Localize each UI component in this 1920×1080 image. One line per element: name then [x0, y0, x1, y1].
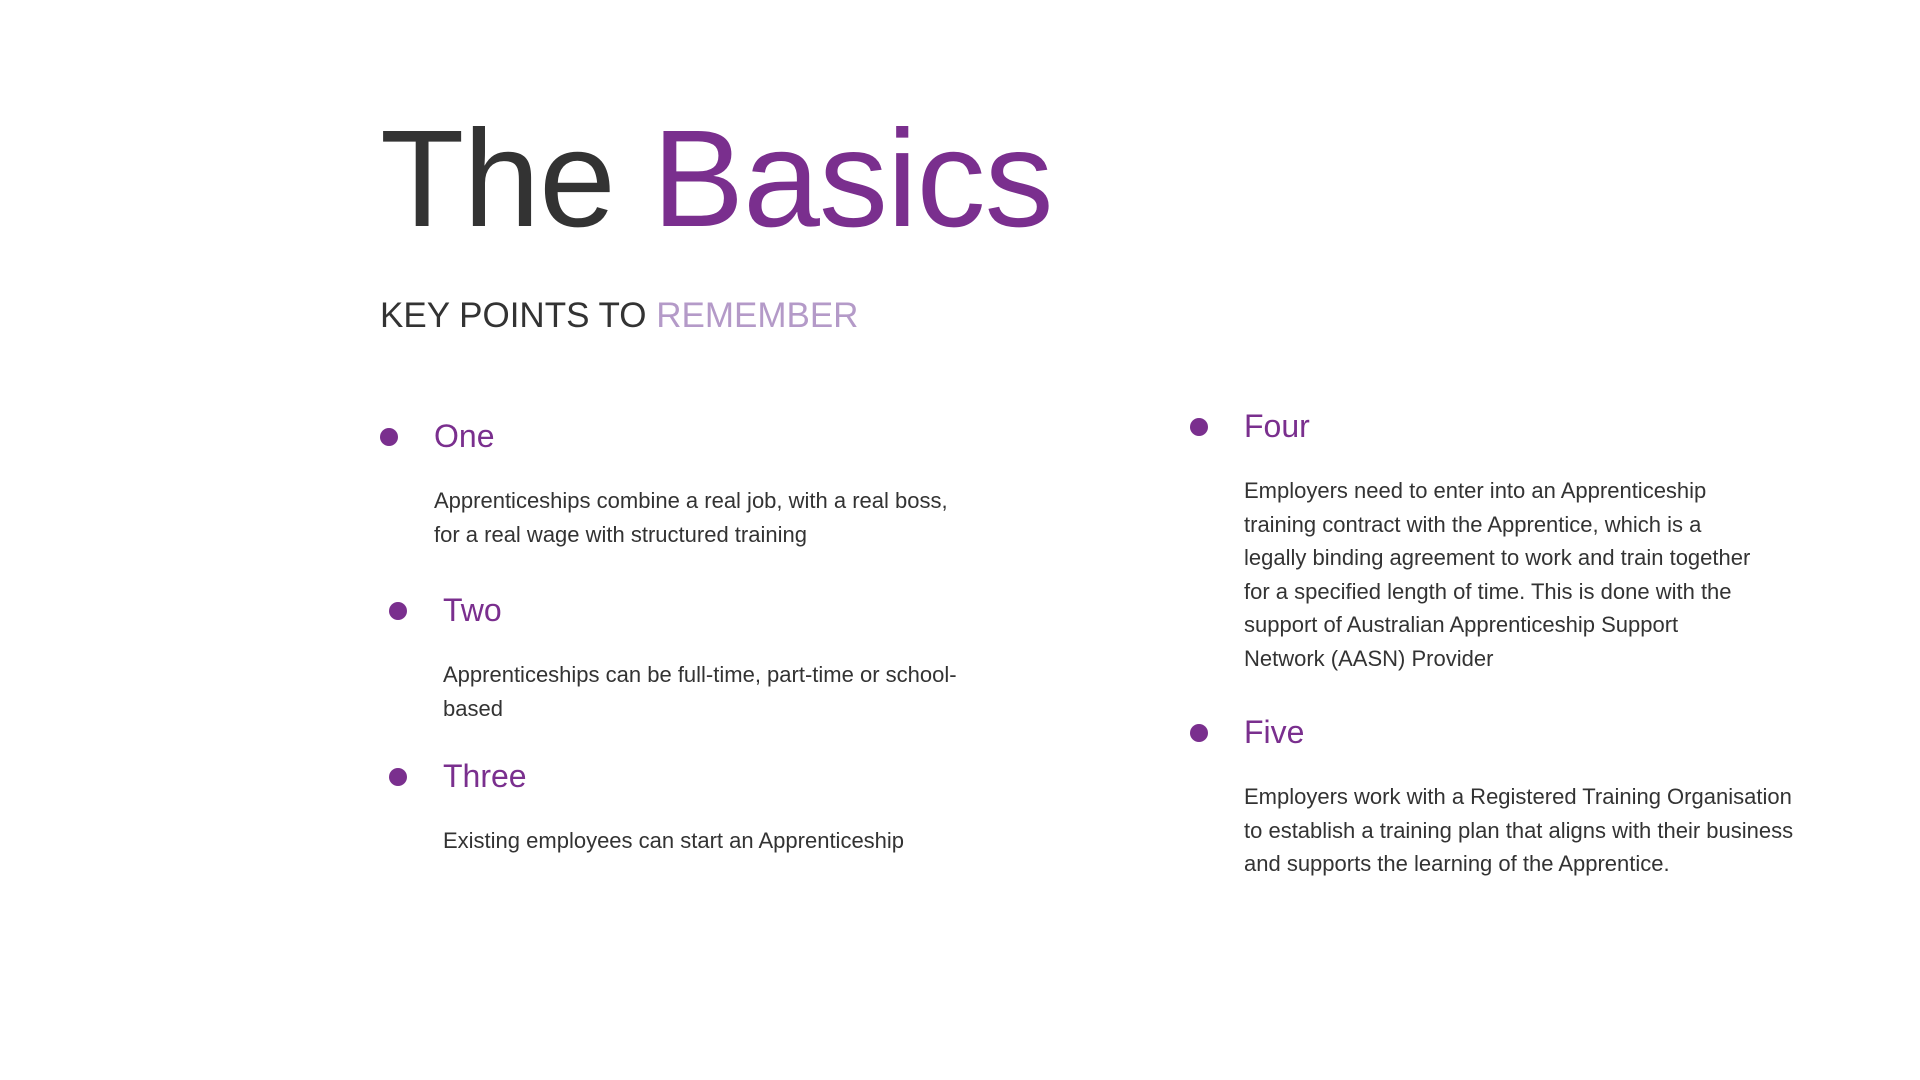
title-word-the: The — [380, 102, 615, 256]
bullet-dot-icon — [389, 768, 407, 786]
bullet-dot-icon — [1190, 724, 1208, 742]
point-heading: Two — [443, 592, 502, 628]
point-body-line: Employers work with a Registered Training Organisation — [1244, 784, 1792, 809]
point-body-line: for a real wage with structured training — [434, 521, 807, 547]
point-heading: Three — [443, 758, 527, 794]
bullet-dot-icon — [389, 602, 407, 620]
point-body — [1244, 780, 1793, 881]
point-body-line: Employers need to enter into an Apprenticeship — [1244, 478, 1707, 503]
bullet-dot-icon — [1190, 418, 1208, 436]
subtitle-key-points: KEY POINTS TO — [380, 296, 647, 335]
point-body-line: Apprenticeships can be full-time, part-time or school- — [443, 662, 957, 687]
subtitle-remember: REMEMBER — [656, 296, 859, 335]
point-body-line: Network (AASN) Provider — [1244, 645, 1494, 671]
point-body — [443, 658, 957, 725]
point-heading: Four — [1244, 408, 1310, 444]
point-heading: One — [434, 418, 495, 454]
title-word-basics: Basics — [652, 102, 1053, 256]
point-heading: Five — [1244, 714, 1305, 750]
point-body-line: for a specified length of time. This is done with the — [1244, 578, 1732, 604]
point-body — [434, 484, 948, 551]
point-body-line: legally binding agreement to work and train together — [1244, 545, 1751, 570]
point-body — [1244, 474, 1750, 675]
point-body-line: training contract with the Apprentice, which is a — [1244, 511, 1702, 537]
slide-title — [380, 102, 1053, 256]
point-body-line: to establish a training plan that aligns with their business — [1244, 817, 1794, 843]
point-body-line: and supports the learning of the Apprentice. — [1244, 851, 1670, 876]
bullet-dot-icon — [380, 428, 398, 446]
point-body-line: Apprenticeships combine a real job, with a real boss, — [434, 488, 948, 513]
point-body — [443, 824, 904, 858]
slide-subtitle — [380, 298, 858, 333]
point-body-line: based — [443, 695, 503, 721]
point-body-line: Existing employees can start an Apprenticeship — [443, 828, 905, 853]
point-body-line: support of Australian Apprenticeship Support — [1244, 612, 1679, 637]
